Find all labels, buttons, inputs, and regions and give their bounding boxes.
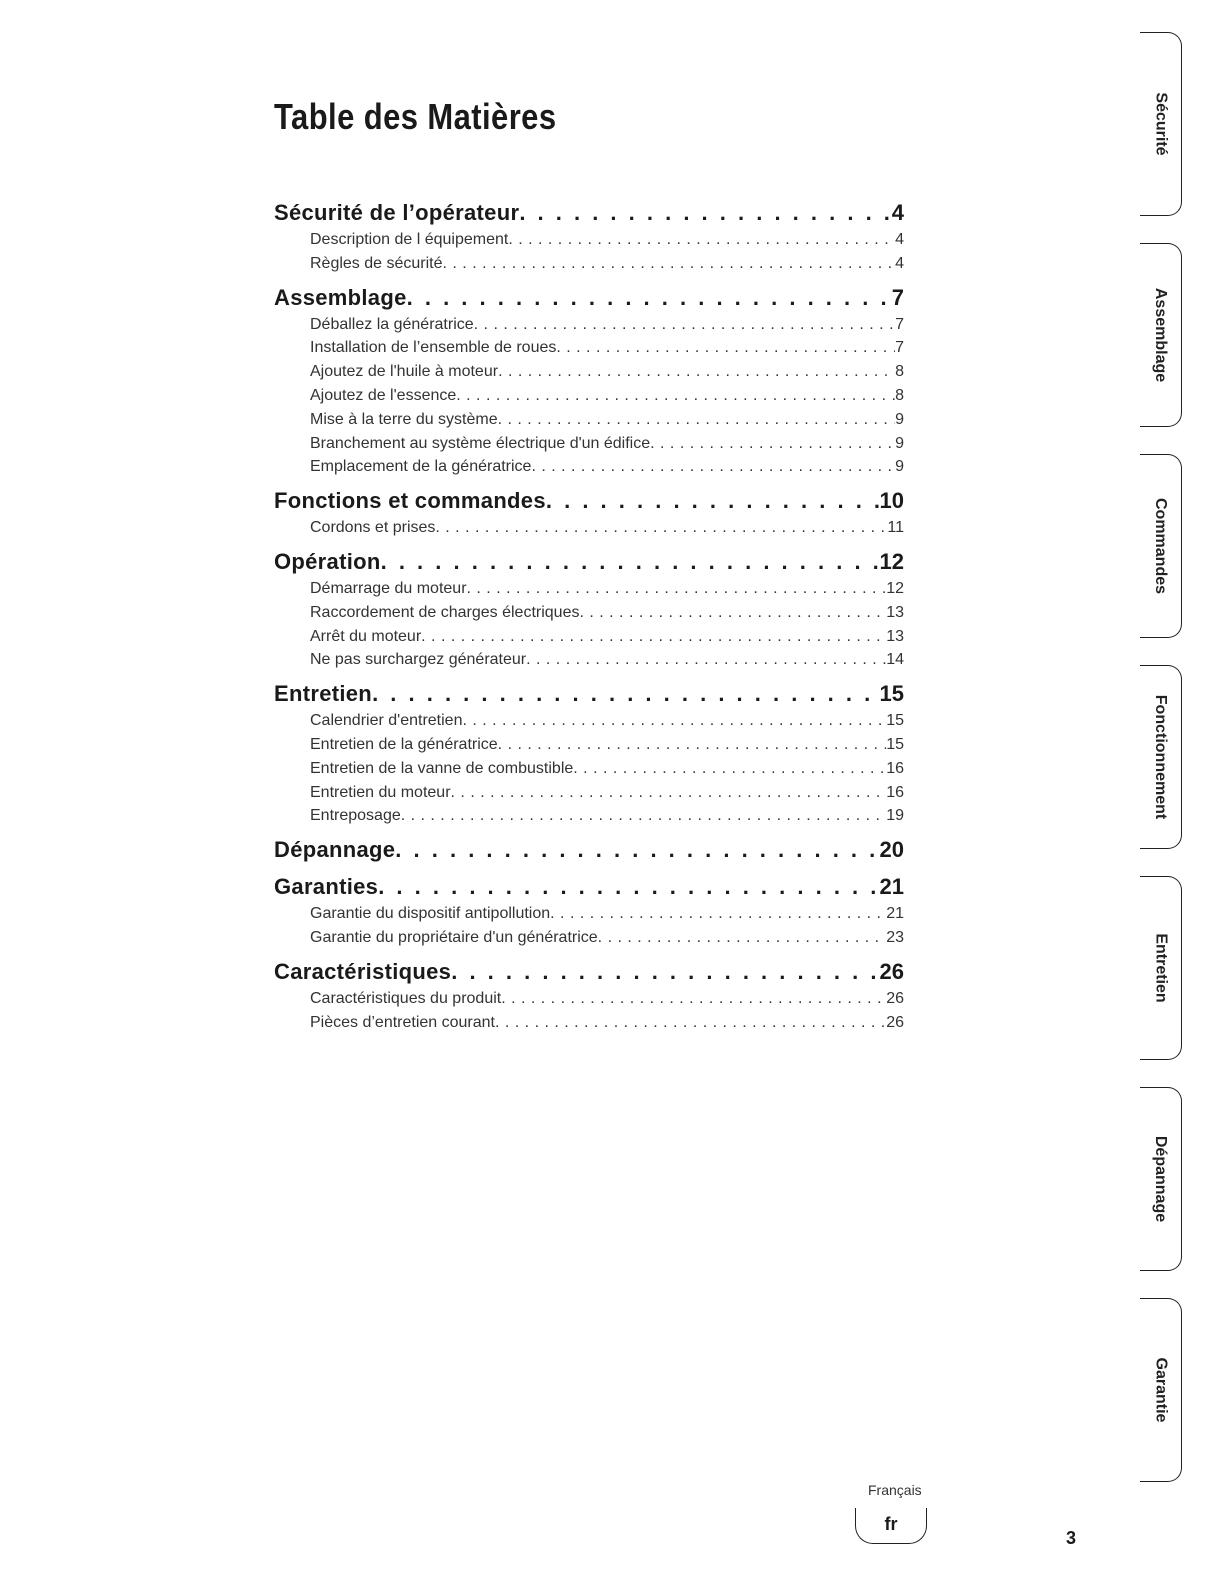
- toc-section: [274, 679, 904, 828]
- dot-leader: [401, 804, 886, 828]
- toc-entry[interactable]: [274, 455, 904, 479]
- section-tab[interactable]: [1140, 1298, 1182, 1482]
- toc-entry-title: Ajoutez de l'essence: [310, 386, 457, 404]
- dot-leader: [467, 577, 887, 601]
- dot-leader: [421, 625, 886, 649]
- section-tab-label: Sécurité: [1152, 92, 1170, 156]
- page-title: Table des Matières: [274, 96, 557, 137]
- toc-section-page: 15: [879, 681, 904, 707]
- dot-leader: [451, 781, 887, 805]
- toc-entry-page: 9: [895, 410, 904, 428]
- toc-entry-page: 8: [895, 363, 904, 381]
- toc-entry-page: 4: [895, 231, 904, 248]
- toc-entry[interactable]: [274, 577, 904, 601]
- section-tab-label: Fonctionnement: [1152, 694, 1170, 820]
- section-tab-label: Garantie: [1152, 1357, 1170, 1423]
- toc-entry-title: Cordons et prises: [310, 519, 436, 537]
- dot-leader: [501, 987, 886, 1011]
- toc-entry-page: 13: [886, 627, 904, 645]
- toc-entry-title: Caractéristiques du produit: [310, 989, 502, 1007]
- toc-entry-page: 9: [895, 434, 904, 452]
- dot-leader: [598, 926, 887, 950]
- toc-entry-page: 7: [895, 315, 904, 333]
- dot-leader: [650, 432, 895, 456]
- toc-entry-page: 8: [895, 386, 904, 404]
- toc-section: [274, 198, 904, 276]
- dot-leader: [573, 757, 886, 781]
- toc-entry-page: 26: [886, 1013, 904, 1031]
- toc-entry-title: Raccordement de charges électriques: [310, 603, 580, 621]
- toc-entry-page: 21: [886, 905, 904, 923]
- toc-entry-page: 4: [895, 254, 904, 272]
- toc-entry-title: Installation de l’ensemble de roues: [310, 339, 557, 357]
- toc-entry-title: Déballez la génératrice: [310, 315, 474, 333]
- toc-entry[interactable]: [274, 228, 904, 252]
- dot-leader: [381, 547, 880, 577]
- toc-section: [274, 957, 904, 1035]
- toc-entry[interactable]: [274, 648, 904, 672]
- toc-section-title: Sécurité de l’opérateur: [274, 200, 520, 225]
- toc-section-title: Assemblage: [274, 284, 407, 310]
- toc-entry[interactable]: [274, 601, 904, 625]
- dot-leader: [550, 902, 886, 926]
- toc-section-page: 4: [891, 200, 904, 225]
- toc-entry-title: Ajoutez de l'huile à moteur: [310, 363, 499, 381]
- toc-entry-page: 14: [886, 651, 904, 669]
- toc-section-page: 12: [879, 548, 904, 574]
- toc-section-heading[interactable]: [274, 679, 904, 709]
- dot-leader: [378, 872, 879, 902]
- toc-section-title: Caractéristiques: [274, 958, 452, 984]
- toc-section-heading[interactable]: [274, 283, 904, 313]
- toc-entry-page: 7: [895, 339, 904, 357]
- toc-entry-page: 12: [886, 579, 904, 597]
- dot-leader: [474, 313, 895, 337]
- dot-leader: [546, 486, 880, 516]
- toc-section-heading[interactable]: [274, 198, 904, 228]
- toc-entry[interactable]: [274, 781, 904, 805]
- toc-section-page: 10: [879, 488, 904, 514]
- language-code-badge: fr: [855, 1508, 927, 1544]
- dot-leader: [462, 709, 886, 733]
- toc-section-title: Dépannage: [274, 837, 396, 863]
- toc-section-title: Garanties: [274, 874, 379, 900]
- dot-leader: [519, 198, 891, 228]
- toc-entry[interactable]: [274, 360, 904, 384]
- toc-section-heading[interactable]: [274, 835, 904, 865]
- toc-entry-title: Entretien de la vanne de combustible: [310, 759, 574, 777]
- section-tab-label: Assemblage: [1152, 287, 1170, 383]
- toc-entry-page: 19: [886, 807, 904, 825]
- dot-leader: [443, 252, 896, 276]
- toc-entry-title: Pièces d’entretien courant: [310, 1013, 495, 1031]
- toc-section-page: 26: [879, 958, 904, 984]
- toc-entry-title: Entretien de la génératrice: [310, 735, 498, 753]
- section-tab[interactable]: [1140, 454, 1182, 638]
- dot-leader: [395, 835, 879, 865]
- page-number: 3: [1066, 1528, 1077, 1548]
- toc-section: [274, 486, 904, 540]
- toc-section-page: 21: [879, 874, 904, 900]
- toc-entry[interactable]: [274, 804, 904, 828]
- dot-leader: [498, 360, 895, 384]
- dot-leader: [579, 601, 886, 625]
- dot-leader: [498, 733, 887, 757]
- toc-entry-page: 15: [886, 735, 904, 753]
- toc-entry[interactable]: [274, 709, 904, 733]
- toc-section-page: 7: [891, 284, 904, 310]
- toc-entry-page: 13: [886, 603, 904, 621]
- toc-entry-page: 9: [895, 458, 904, 476]
- toc-entry[interactable]: [274, 987, 904, 1011]
- toc-entry-title: Entreposage: [310, 807, 401, 825]
- toc-section-heading[interactable]: [274, 486, 904, 516]
- toc-entry-title: Arrêt du moteur: [310, 627, 422, 645]
- dot-leader: [495, 1011, 886, 1035]
- toc-section-heading[interactable]: [274, 547, 904, 577]
- dot-leader: [407, 283, 892, 313]
- language-label: Français: [868, 1482, 922, 1498]
- section-tab[interactable]: [1140, 243, 1182, 427]
- dot-leader: [498, 408, 895, 432]
- section-tab-label: Dépannage: [1152, 1135, 1170, 1223]
- toc-section-page: 20: [879, 837, 904, 863]
- toc-section-heading[interactable]: [274, 872, 904, 902]
- toc-entry-page: 16: [886, 759, 904, 777]
- toc-entry[interactable]: [274, 926, 904, 950]
- toc-entry-page: 11: [887, 519, 904, 537]
- dot-leader: [526, 648, 886, 672]
- toc-section-heading[interactable]: [274, 957, 904, 987]
- toc-entry-title: Mise à la terre du système: [310, 410, 498, 428]
- toc-entry-title: Démarrage du moteur: [310, 579, 467, 597]
- toc-entry[interactable]: [274, 757, 904, 781]
- toc-entry-title: Description de l équipement: [310, 231, 509, 248]
- toc-entry[interactable]: [274, 336, 904, 360]
- toc-entry[interactable]: [274, 384, 904, 408]
- dot-leader: [556, 336, 895, 360]
- toc-entry[interactable]: [274, 313, 904, 337]
- toc-section-title: Opération: [274, 548, 381, 574]
- toc-entry[interactable]: [274, 1011, 904, 1035]
- toc-entry[interactable]: [274, 625, 904, 649]
- toc-entry-title: Calendrier d'entretien: [310, 712, 463, 730]
- toc-entry-title: Garantie du propriétaire d'un génératrice: [310, 928, 598, 946]
- dot-leader: [531, 455, 895, 479]
- dot-leader: [508, 228, 895, 252]
- toc-section: [274, 283, 904, 480]
- toc-entry-title: Emplacement de la génératrice: [310, 458, 532, 476]
- toc-section: [274, 547, 904, 672]
- toc-entry-page: 16: [886, 783, 904, 801]
- toc-entry[interactable]: [274, 733, 904, 757]
- toc-entry[interactable]: [274, 432, 904, 456]
- section-tab-label: Entretien: [1152, 933, 1170, 1003]
- dot-leader: [435, 516, 887, 540]
- toc-section-title: Entretien: [274, 681, 373, 707]
- toc-entry-title: Règles de sécurité: [310, 254, 443, 272]
- toc-entry-page: 23: [886, 928, 904, 946]
- section-tab[interactable]: [1140, 665, 1182, 849]
- toc-section: [274, 835, 904, 865]
- toc-entry[interactable]: [274, 902, 904, 926]
- dot-leader: [451, 957, 879, 987]
- dot-leader: [456, 384, 895, 408]
- toc-section: [274, 872, 904, 950]
- toc-entry[interactable]: [274, 516, 904, 540]
- dot-leader: [372, 679, 879, 709]
- section-tab[interactable]: [1140, 32, 1182, 216]
- section-tab[interactable]: [1140, 1087, 1182, 1271]
- toc-entry-page: 26: [886, 989, 904, 1007]
- table-of-contents: [274, 198, 904, 1041]
- toc-section-title: Fonctions et commandes: [274, 488, 546, 514]
- toc-entry[interactable]: [274, 252, 904, 276]
- toc-entry[interactable]: [274, 408, 904, 432]
- toc-entry-title: Branchement au système électrique d'un édifice: [310, 434, 651, 452]
- toc-entry-title: Garantie du dispositif antipollution: [310, 905, 551, 923]
- toc-entry-page: 15: [886, 712, 904, 730]
- section-tab[interactable]: [1140, 876, 1182, 1060]
- section-tab-label: Commandes: [1152, 497, 1170, 595]
- toc-entry-title: Ne pas surchargez générateur: [310, 651, 527, 669]
- toc-entry-title: Entretien du moteur: [310, 783, 451, 801]
